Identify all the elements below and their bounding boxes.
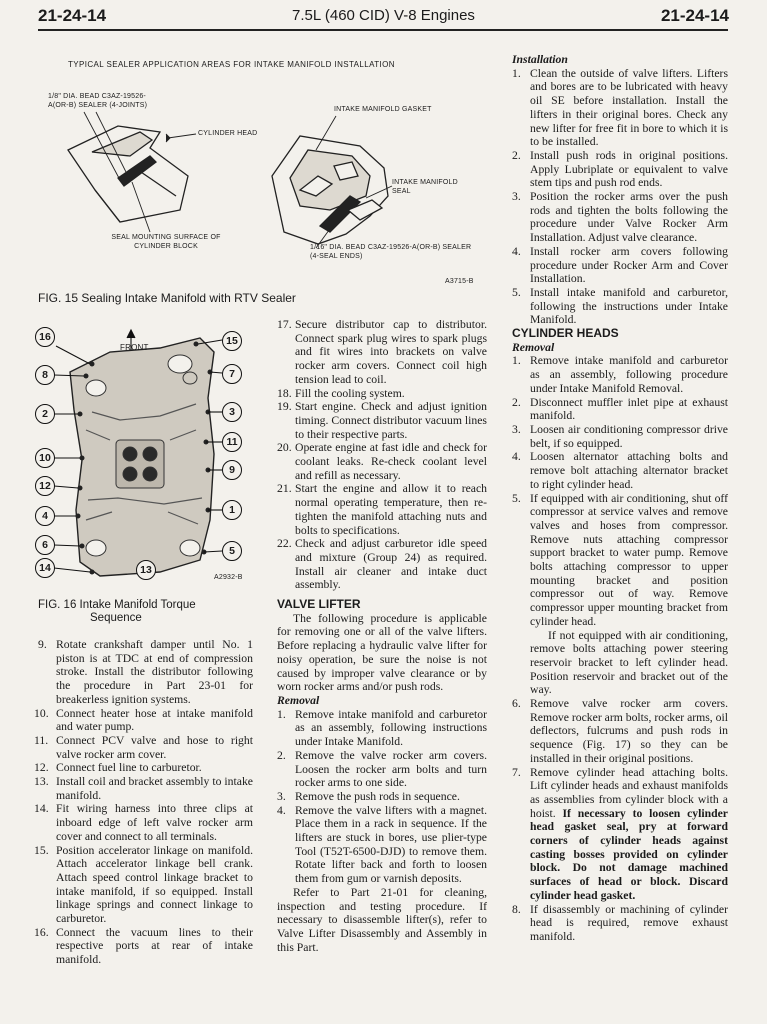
head-removal-6: 6. Remove valve rocker arm covers. Remove rocker arm bolts, rocker arms, oil deflectors, fulcrums and push rods in sequence (Fig. 17) so they can be installed in their original positions.	[512, 697, 728, 765]
torque-seq-3: 3	[222, 402, 242, 422]
subheading-installation: Installation	[512, 53, 568, 66]
fig15-label-sealer: 1/8" DIA. BEAD C3AZ-19526-A(OR-B) SEALER (4-JOINTS)	[48, 93, 148, 109]
section-valve-lifter: VALVE LIFTER	[277, 597, 361, 612]
right-column	[512, 53, 728, 944]
torque-seq-14: 14	[35, 558, 55, 578]
head-removal-3: 3. Loosen air conditioning compressor drive belt, if so equipped.	[512, 422, 728, 450]
lifter-refer-note: Refer to Part 21-01 for cleaning, inspection and testing procedure. If necessary to disassemble lifter(s), refer to Valve Lifter Disassembly and Assembly in this Part.	[277, 885, 487, 954]
torque-seq-8: 8	[35, 365, 55, 385]
lifter-removal-1: 1. Remove intake manifold and carburetor as an assembly, following instructions under Intake Manifold.	[277, 707, 487, 749]
page-number-left: 21-24-14	[38, 6, 107, 25]
lifter-removal-2: 2. Remove the valve rocker arm covers. Loosen the rocker arm bolts and turn rocker arms to one side.	[277, 748, 487, 790]
head-removal-2: 2. Disconnect muffler inlet pipe at exhaust manifold.	[512, 395, 728, 423]
torque-seq-2: 2	[35, 404, 55, 424]
middle-column	[277, 318, 487, 954]
fig16-front-label: FRONT	[120, 343, 149, 352]
page-number-right: 21-24-14	[660, 6, 729, 25]
fig16-caption-line2: Sequence	[90, 612, 142, 624]
step-9: 9. Rotate crankshaft damper until No. 1 piston is at TDC at end of compression stroke. Install the distributor following the procedure in Part 23-01 for breakerless ignition systems.	[38, 638, 253, 706]
valve-lifter-intro: The following procedure is applicable for removing one or all of the valve lifters. Before replacing a hydraulic valve lifter for noisy operation, be sure the noise is not caused by improper valve clearance or by worn rocker arms and/or push rods.	[277, 611, 487, 694]
step-13: 13. Install coil and bracket assembly to intake manifold.	[34, 775, 253, 802]
fig15-label-bead: 1/16" DIA. BEAD C3AZ-19526-A(OR-B) SEALER (4-SEAL ENDS)	[310, 244, 472, 260]
fig16-caption-line1: FIG. 16 Intake Manifold Torque	[38, 599, 196, 611]
step-11: 11. Connect PCV valve and hose to right valve rocker arm cover.	[34, 733, 253, 761]
step-21: 21. Start the engine and allow it to reach normal operating temperature, then re-tighten the manifold attaching nuts and bolts to specifications.	[277, 482, 487, 537]
fig15-label-mount: SEAL MOUNTING SURFACE OF CYLINDER BLOCK	[111, 234, 221, 250]
torque-seq-10: 10	[35, 448, 55, 468]
lifter-install-5: 5. Install intake manifold and carburetor, following the instructions under Intake Manifold.	[512, 285, 728, 327]
lifter-install-2: 2. Install push rods in original positions. Apply Lubriplate or equivalent to valve stem tips and push rod ends.	[512, 148, 728, 190]
torque-seq-11: 11	[222, 432, 242, 452]
page-title: 7.5L (460 CID) V-8 Engines	[292, 7, 475, 24]
torque-seq-5: 5	[222, 541, 242, 561]
step-19: 19. Start engine. Check and adjust ignition timing. Connect distributor vacuum lines to their respective parts.	[277, 400, 487, 441]
fig15-label-gasket: INTAKE MANIFOLD GASKET	[334, 106, 432, 113]
fig15-code: A3715-B	[445, 278, 474, 285]
lifter-install-3: 3. Position the rocker arms over the push rods and tighten the bolts following the procedure under Valve Rocker Arm Installation. Adjust valve clearance.	[512, 190, 728, 245]
step-12: 12. Connect fuel line to carburetor.	[34, 761, 202, 775]
torque-seq-12: 12	[35, 476, 55, 496]
torque-seq-1: 1	[222, 500, 242, 520]
subheading-head-removal: Removal	[512, 340, 555, 354]
section-cylinder-heads: CYLINDER HEADS	[512, 326, 619, 341]
head-removal-5: 5. If equipped with air conditioning, shut off compressor at service valves and remove valves and hoses from compressor. Remove nuts attaching compressor support bracket to water pump. Remove bolts attaching compressor to upper mounting bracket and position compressor out of way. Remove compressor upper mounting bracket from cylinder head.	[512, 491, 728, 628]
torque-seq-9: 9	[222, 460, 242, 480]
step-15: 15. Position accelerator linkage on manifold. Attach accelerator linkage bell crank. Attach speed control linkage bracket to intake manifold, if so equipped. Install linkage springs and connect linkage to carburetor.	[34, 843, 253, 926]
fig15-label-head: CYLINDER HEAD	[198, 130, 258, 137]
torque-seq-7: 7	[222, 364, 242, 384]
lifter-install-4: 4. Install rocker arm covers following procedure under Rocker Arm and Cover Installation.	[512, 244, 728, 286]
step-22: 22. Check and adjust carburetor idle speed and mixture (Group 24) as required. Install air cleaner and intake duct assembly.	[277, 537, 487, 592]
head-removal-7: 7. Remove cylinder head attaching bolts. Lift cylinder heads and exhaust manifolds as assemblies from cylinder block with a hoist. If necessary to loosen cylinder head gasket seal, pry at forward corners of cylinder heads against casting bosses provided on cylinder block. Do not damage machined surfaces of head or block. Discard cylinder head gasket.	[512, 765, 728, 902]
head-removal-4: 4. Loosen alternator attaching bolts and remove bolt attaching alternator bracket to right cylinder head.	[512, 450, 728, 491]
fig15-caption: FIG. 15 Sealing Intake Manifold with RTV Sealer	[38, 291, 296, 305]
step-20: 20. Operate engine at fast idle and check for coolant leaks. Re-check coolant level and refill as necessary.	[277, 441, 487, 482]
step-14: 14. Fit wiring harness into three clips at inboard edge of left valve rocker arm cover and connect to all terminals.	[34, 802, 253, 843]
torque-seq-13: 13	[136, 560, 156, 580]
head-removal-1: 1. Remove intake manifold and carburetor as an assembly, following procedure under Intake Manifold Removal.	[512, 354, 728, 395]
subheading-removal: Removal	[277, 693, 320, 707]
fig15-label-seal: INTAKE MANIFOLD SEAL	[392, 179, 458, 195]
torque-seq-4: 4	[35, 506, 55, 526]
left-column	[34, 638, 253, 967]
step-16: 16. Connect the vacuum lines to their respective ports at rear of intake manifold.	[34, 925, 253, 967]
step-17: 17. Secure distributor cap to distributor. Connect spark plug wires to spark plugs and fit wires into brackets on valve rocker arm covers. Connect coil high tension lead to coil.	[277, 318, 487, 386]
torque-seq-6: 6	[35, 535, 55, 555]
fig15-heading: TYPICAL SEALER APPLICATION AREAS FOR INTAKE MANIFOLD INSTALLATION	[68, 60, 395, 69]
torque-seq-16: 16	[35, 327, 55, 347]
fig16-code: A2932-B	[214, 574, 243, 581]
head-removal-8: 8. If disassembly or machining of cylinder head is required, remove exhaust manifold.	[512, 902, 728, 943]
step-18: 18. Fill the cooling system.	[277, 386, 405, 400]
lifter-removal-4: 4. Remove the valve lifters with a magnet. Place them in a rack in sequence. If the lifters are stuck in bores, use plier-type Tool (T52T-6500-DJD) to remove them. Rotate lifter back and forth to loosen them from gum or varnish deposits.	[277, 803, 487, 886]
head-removal-not-equipped: If not equipped with air conditioning, remove bolts attaching power steering reservoir bracket to left cylinder head. Position reservoir and bracket out of the way.	[530, 628, 728, 697]
torque-seq-15: 15	[222, 331, 242, 351]
lifter-removal-3: 3. Remove the push rods in sequence.	[277, 789, 460, 803]
step-10: 10. Connect heater hose at intake manifold and water pump.	[34, 706, 253, 734]
lifter-install-1: 1. Clean the outside of valve lifters. Lifters and bores are to be lubricated with heavy oil SE before installation. Install the lifters in their original bores. Check any new lifter for free fit in bore to which it is to be installed.	[512, 66, 728, 149]
